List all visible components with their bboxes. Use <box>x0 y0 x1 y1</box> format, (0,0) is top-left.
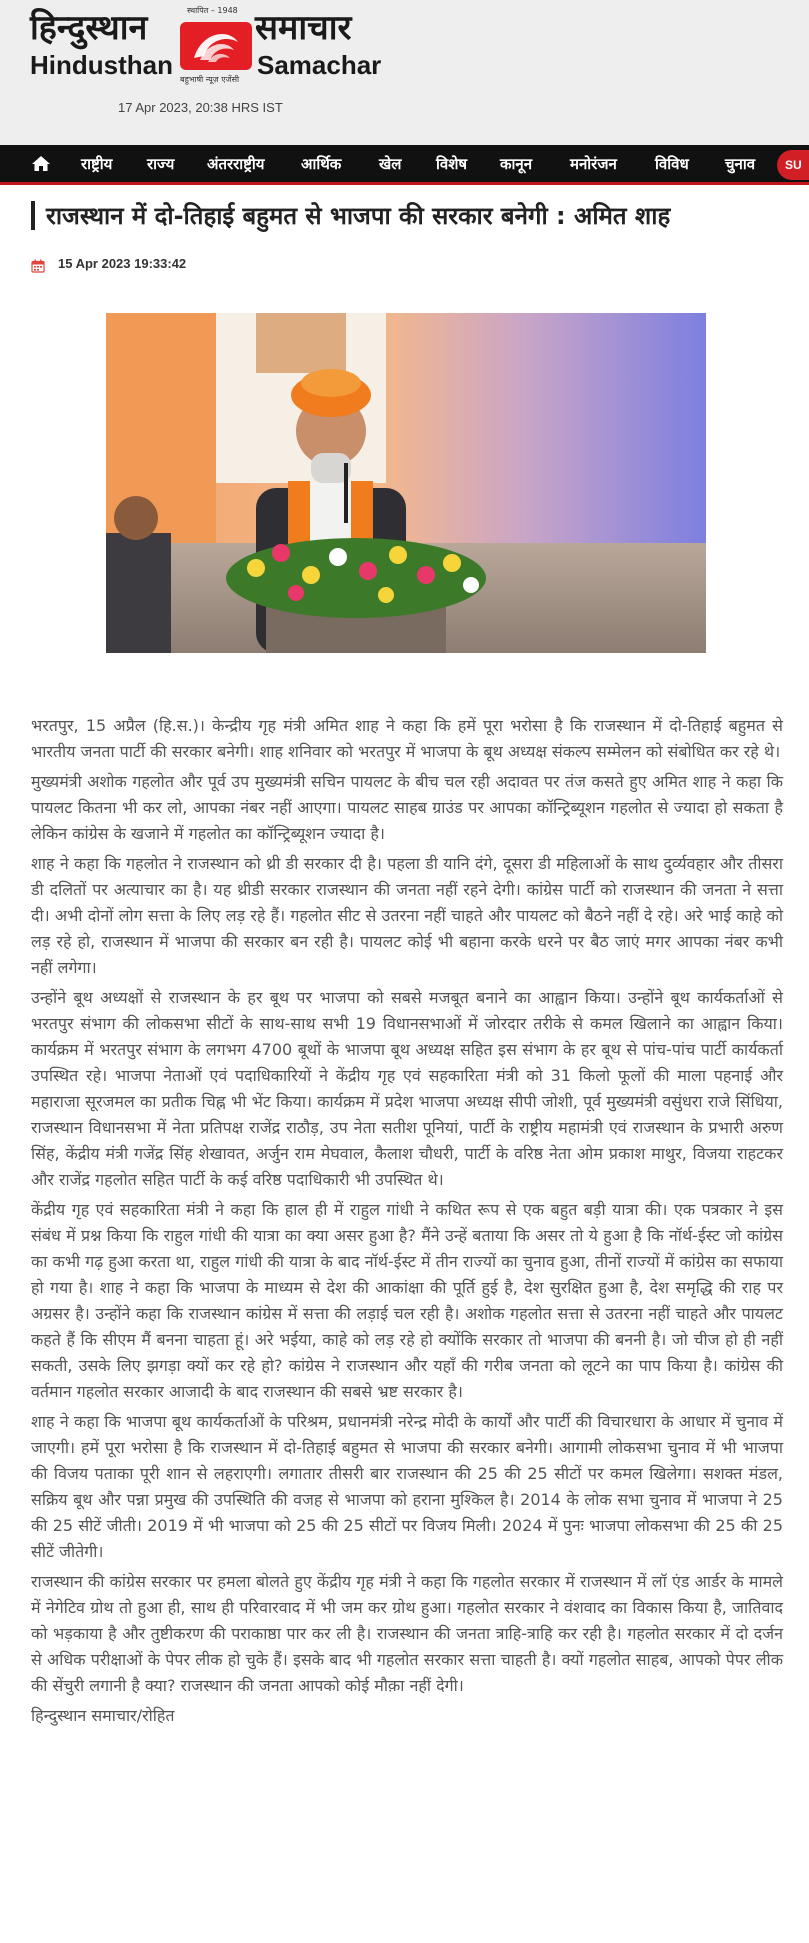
article-byline: हिन्दुस्थान समाचार/रोहित <box>31 1706 175 1725</box>
article-paragraph: भरतपुर, 15 अप्रैल (हि.स.)। केन्द्रीय गृह मंत्री अमित शाह ने कहा कि हमें पूरा भरोसा है कि राजस्थान में दो-तिहाई बहुमत से भारतीय जनता पार्टी की सरकार बनेगी। शाह शनिवार को भरतपुर में भाजपा के बूथ अध्यक्ष संकल्प सम्मेलन को संबोधित कर रहे थे। <box>31 716 783 761</box>
home-icon[interactable] <box>31 154 51 174</box>
nav-item-international[interactable]: अंतरराष्ट्रीय <box>207 155 265 173</box>
nav-item-election[interactable]: चुनाव <box>725 155 756 173</box>
logo-english-right[interactable]: Samachar <box>257 50 382 80</box>
logo-english-left[interactable]: Hindusthan <box>30 50 173 80</box>
article-paragraph: शाह ने कहा कि गहलोत ने राजस्थान को थ्री डी सरकार दी है। पहला डी यानि दंगे, दूसरा डी महिलाओं के साथ दुर्व्यवहार और तीसरा डी दलितों पर अत्याचार का है। यह थ्रीडी सरकार राजस्थान की जनता नहीं रहने देगी। कांग्रेस पार्टी को राजस्थान की जनता ने सत्ता दी। अभी दोनों लोग सत्ता के लिए लड़ रहे हैं। गहलोत सीट से उतरना नहीं चाहते और पायलट को बैठने नहीं दे रहे। अरे भाई काहे को लड़ रहे हो, राजस्थान में भाजपा की सरकार बन रही है। पायलट कोई भी बहाना करके धरने पर बैठ जाएं मगर आपका नंबर कभी नहीं लगेगा। <box>31 854 783 977</box>
article-paragraph: उन्होंने बूथ अध्यक्षों से राजस्थान के हर बूथ पर भाजपा को सबसे मजबूत बनाने का आह्वान किया। उन्होंने बूथ कार्यकर्ताओं से भरतपुर संभाग की लोकसभा सीटों के साथ-साथ सभी 19 विधानसभाओं में जोरदार तरीके से कमल खिलाने का आह्वान किया। कार्यक्रम में भरतपुर संभाग के लगभग 4700 बूथों के भाजपा बूथ अध्यक्ष सहित इस संभाग के हर बूथ से पांच-पांच पार्टी कार्यकर्ता उपस्थित रहे। भाजपा नेताओं एवं पदाधिकारियों ने केंद्रीय गृह एवं सहकारिता मंत्री को 31 किलो फूलों की माला पहनाई और महाराजा सूरजमल का प्रतीक चिह्न भी भेंट किया। कार्यक्रम में प्रदेश भाजपा अध्यक्ष सीपी जोशी, पूर्व मुख्यमंत्री वसुंधरा राजे सिंधिया, राजस्थान विधानसभा में नेता प्रतिपक्ष राजेंद्र राठौड़, उप नेता सतीश पूनियां, पार्टी के राष्ट्रीय महामंत्री एवं राजस्थान के प्रभारी अरुण सिंह, केंद्रीय मंत्री गजेंद्र सिंह शेखावत, अर्जुन राम मेघवाल, कैलाश चौधरी, पार्टी के वरिष्ठ नेता ओम प्रकाश माथुर, विजया राहटकर और राजेंद्र गहलोत सहित पार्टी के कई वरिष्ठ पदाधिकारी भी उपस्थित थे। <box>31 988 783 1189</box>
subscribe-button[interactable]: SU <box>777 150 809 180</box>
nav-item-economy[interactable]: आर्थिक <box>301 155 342 173</box>
article-title: राजस्थान में दो-तिहाई बहुमत से भाजपा की सरकार बनेगी : अमित शाह <box>46 202 671 230</box>
article-paragraph: राजस्थान की कांग्रेस सरकार पर हमला बोलते हुए केंद्रीय गृह मंत्री ने कहा कि गहलोत सरकार में राजस्थान में लॉ एंड आर्डर के मामले में नेगेटिव ग्रोथ तो हुआ ही, साथ ही परिवारवाद में भी जम कर ग्रोथ हुआ। गहलोत सरकार ने वंशवाद का विकास किया है, जातिवाद को भड़काया है और तुष्टीकरण की पराकाष्ठा पार कर ली है। राजस्थान की जनता त्राहि-त्राहि कर रही है। गहलोत सरकार में दो दर्जन से अधिक परीक्षाओं के पेपर लीक हो चुके हैं। इसके बाद भी गहलोत सरकार सत्ता चाहती है। क्यों गहलोत साहब, आपको पेपर लीक की सेंचुरी लगानी है क्या? राजस्थान की जनता आपको कोई मौक़ा नहीं देगी। <box>31 1572 783 1695</box>
main-navigation <box>0 145 809 185</box>
publish-date: 15 Apr 2023 19:33:42 <box>58 256 187 271</box>
logo-hindi-left[interactable]: हिन्दुस्थान <box>30 8 148 48</box>
logo-tagline: बहुभाषी न्यूज़ एजेंसी <box>180 75 240 84</box>
logo-established: स्थापित – 1948 <box>187 6 238 15</box>
logo-hindi-right[interactable]: समाचार <box>255 8 352 48</box>
title-accent-bar <box>31 201 35 230</box>
nav-item-state[interactable]: राज्य <box>147 155 175 173</box>
article-paragraph: शाह ने कहा कि भाजपा बूथ कार्यकर्ताओं के परिश्रम, प्रधानमंत्री नरेन्द्र मोदी के कार्यों और पार्टी की विचारधारा के आधार में चुनाव में जाएगी। हमें पूरा भरोसा है कि राजस्थान में दो-तिहाई बहुमत से भाजपा की सरकार बनेगी। आगामी लोकसभा चुनाव में भी भाजपा की विजय पताका पूरी शान से लहराएगी। लगातार तीसरी बार राजस्थान की 25 की 25 सीटों पर कमल खिलेगा। सशक्त मंडल, सक्रिय बूथ और पन्ना प्रमुख की उपस्थिति की वजह से भाजपा को हराना मुश्किल है। 2014 के लोक सभा चुनाव में भाजपा ने 25 की 25 सीटें जीती। 2019 में भी भाजपा को 25 की 25 सीटों पर विजय मिली। 2024 में पुनः भाजपा लोकसभा की 25 की 25 सीटें जीतेगी। <box>31 1412 783 1561</box>
nav-item-national[interactable]: राष्ट्रीय <box>81 155 113 173</box>
nav-item-sports[interactable]: खेल <box>379 155 402 173</box>
calendar-icon <box>31 258 45 272</box>
current-datetime: 17 Apr 2023, 20:38 HRS IST <box>118 100 283 115</box>
site-header <box>0 0 809 145</box>
article-paragraph: केंद्रीय गृह एवं सहकारिता मंत्री ने कहा कि हाल ही में राहुल गांधी ने कथित रूप से एक बहुत बड़ी यात्रा की। एक पत्रकार ने इस संबंध में प्रश्न किया कि राहुल गांधी की यात्रा का क्या असर हुआ है? मैंने उन्हें बताया कि असर तो ये हुआ है कि नॉर्थ-ईस्ट जो कांग्रेस का कभी गढ़ हुआ करता था, राहुल गांधी की यात्रा के बाद नॉर्थ-ईस्ट में तीन राज्यों का चुनाव हुआ, तीनों राज्यों में कांग्रेस का सफाया हो गया है। शाह ने कहा कि भाजपा के माध्यम से देश की आकांक्षा की पूर्ति हुई है, देश सुरक्षित हुआ है, देश समृद्धि की राह पर अग्रसर है। उन्होंने कहा कि राजस्थान कांग्रेस में सत्ता की लड़ाई चल रही है। अशोक गहलोत सत्ता से उतरना नहीं चाहते और पायलट कहते हैं कि सीएम मैं बनना चाहता हूं। अरे भईया, काहे को लड़ रहे हो क्योंकि सरकार तो भाजपा की बननी है। जो चीज हो ही नहीं सकती, उसके लिए झगड़ा क्यों कर रहे हो? कांग्रेस ने राजस्थान और यहाँ की गरीब जनता को लूटने का पाप किया है। कांग्रेस की वर्तमान गहलोत सरकार आजादी के बाद राजस्थान की सबसे भ्रष्ट सरकार है। <box>31 1200 783 1401</box>
nav-item-law[interactable]: कानून <box>500 155 533 173</box>
nav-item-miscellaneous[interactable]: विविध <box>655 155 689 173</box>
nav-item-entertainment[interactable]: मनोरंजन <box>570 155 617 173</box>
article-body <box>31 713 783 1733</box>
nav-item-special[interactable]: विशेष <box>436 155 468 173</box>
logo-emblem-icon[interactable] <box>180 22 252 70</box>
article-paragraph: मुख्यमंत्री अशोक गहलोत और पूर्व उप मुख्यमंत्री सचिन पायलट के बीच चल रही अदावत पर तंज कसते हुए अमित शाह ने कहा कि पायलट कितना भी कर लो, आपका नंबर नहीं आएगा। पायलट साहब ग्राउंड पर आपका कॉन्ट्रिब्यूशन गहलोत से ज्यादा हो सकता है लेकिन कांग्रेस के खजाने में गहलोत का कॉन्ट्रिब्यूशन ज्यादा है। <box>31 772 783 843</box>
article-photo <box>106 313 706 653</box>
